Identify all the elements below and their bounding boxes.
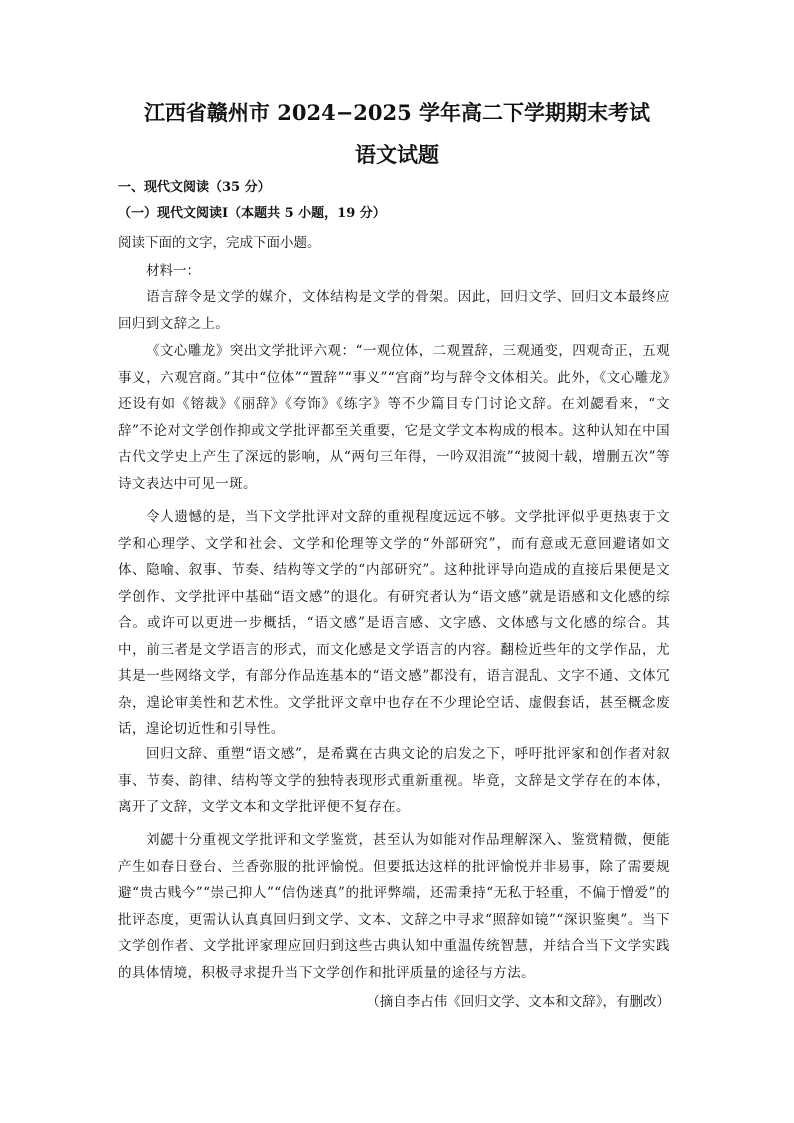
reading-instruction: 阅读下面的文字，完成下面小题。 (118, 235, 321, 251)
material-label: 材料一： (146, 263, 200, 279)
passage-paragraph-5: 刘勰十分重视文学批评和文学鉴赏，甚至认为如能对作品理解深入、鉴赏精微，便能产生如春日登台、兰香弥服的批评愉悦。但要抵达这样的批评愉悦并非易事，除了需要规避“贵古贱今”“崇己抑人”“信伪迷真”的批评弊端，还需秉持“无私于轻重，不偏于憎爱”的批评态度，更需认认真真回归到文学、文本、文辞之中寻求“照辞如镜”“深识鉴奥”。当下文学创作者、文学批评家理应回归到这些古典认知中重温传统智慧，并结合当下文学实践的具体情境，积极寻求提升当下文学创作和批评质量的途径与方法。 (118, 832, 670, 981)
section-heading: 一、现代文阅读（35 分） (118, 180, 271, 195)
passage-paragraph-4: 回归文辞、重塑“语文感”，是希冀在古典文论的启发之下，呼吁批评家和创作者对叙事、节奏、韵律、结构等文学的独特表现形式重新重视。毕竟，文辞是文学存在的本体，离开了文辞，文学文本和文学批评便不复存在。 (118, 746, 670, 815)
passage-paragraph-2: 《文心雕龙》突出文学批评六观：“一观位体，二观置辞，三观通变，四观奇正，五观事义，六观宫商。”其中“位体”“置辞”“事义”“宫商”均与辞令文体相关。此外，《文心雕龙》还设有如《镕裁》《丽辞》《夸饰》《练字》等不少篇目专门讨论文辞。在刘勰看来，“文辞”不论对文学创作抑或文学批评都至关重要，它是文学文本构成的根本。这种认知在中国古代文学史上产生了深远的影响，从“两句三年得，一吟双泪流”“披阅十载，增删五次”等诗文表达中可见一斑。 (118, 343, 670, 492)
passage-paragraph-1: 语言辞令是文学的媒介，文体结构是文学的骨架。因此，回归文学、回归文本最终应回归到文辞之上。 (118, 289, 670, 332)
passage-paragraph-3: 令人遗憾的是，当下文学批评对文辞的重视程度远远不够。文学批评似乎更热衷于文学和心理学、文学和社会、文学和伦理等文学的“外部研究”，而有意或无意回避诸如文体、隐喻、叙事、节奏、结构等文学的“内部研究”。这种批评导向造成的直接后果便是文学创作、文学批评中基础“语文感”的退化。有研究者认为“语文感”就是语感和文化感的综合。或许可以更进一步概括，“语文感”是语言感、文字感、文体感与文化感的综合。其中，前三者是文学语言的形式，而文化感是文学语言的内容。翻检近些年的文学作品，尤其是一些网络文学，有部分作品连基本的“语文感”都没有，语言混乱、文字不通、文体冗杂，遑论审美性和艺术性。文学批评文章中也存在不少理论空话、虚假套话，甚至概念废话，遑论切近性和引导性。 (118, 509, 670, 737)
exam-subtitle: 语文试题 (355, 142, 439, 167)
exam-title: 江西省赣州市 2024−2025 学年高二下学期期末考试 (143, 100, 651, 125)
source-citation: （摘自李占伟《回归文学、文本和文辞》，有删改） (366, 994, 670, 1010)
subsection-heading: （一）现代文阅读Ⅰ（本题共 5 小题，19 分） (118, 206, 386, 221)
